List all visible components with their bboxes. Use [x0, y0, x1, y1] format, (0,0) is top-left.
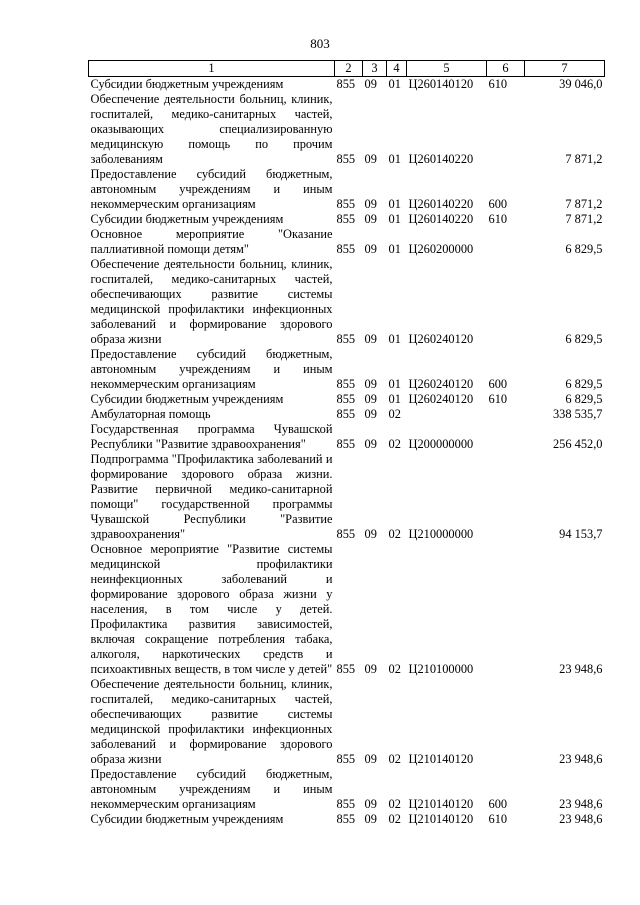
row-gr-code: 855: [336, 407, 356, 421]
row-section-code: 09: [364, 797, 377, 811]
header-col-5: 5: [407, 61, 487, 77]
row-gr-code: 855: [336, 752, 356, 766]
row-sum: 6 829,5: [565, 377, 603, 391]
row-sum: 23 948,6: [559, 797, 603, 811]
row-gr-code: 855: [336, 197, 356, 211]
row-name: Обеспечение деятельности больниц, клиник, госпиталей, медико-санитарных частей, обеспечивающих развитие системы медицинской профилактики инфекционных заболеваний и формирование здорового образа жизни: [90, 677, 333, 766]
header-row: [89, 61, 605, 77]
row-sum: 39 046,0: [559, 77, 603, 91]
table-row: [89, 677, 605, 767]
row-expense-type: 610: [488, 77, 508, 91]
row-name: Основное мероприятие "Развитие системы медицинской профилактики неинфекционных заболеваний и формирование здорового образа жизни у населения, в том числе у детей. Профилактика развития зависимостей, включая сокращение потребления табака, алкоголя, наркотических средств и психоактивных веществ, в том числе у детей": [90, 542, 333, 676]
row-subsection-code: 01: [388, 377, 401, 391]
row-target-code: Ц210000000: [408, 527, 474, 541]
row-gr-code: 855: [336, 332, 356, 346]
row-gr-code: 855: [336, 242, 356, 256]
row-target-code: Ц260240120: [408, 377, 474, 391]
row-expense-type: 600: [488, 197, 508, 211]
row-target-code: Ц260140120: [408, 77, 474, 91]
table-row: [89, 422, 605, 452]
table-row: [89, 407, 605, 422]
row-target-code: Ц210140120: [408, 812, 474, 826]
row-expense-type: [487, 542, 525, 677]
row-target-code: Ц210140120: [408, 752, 474, 766]
row-section-code: 09: [364, 152, 377, 166]
row-gr-code: 855: [336, 152, 356, 166]
row-section-code: 09: [364, 197, 377, 211]
row-target-code: Ц260140220: [408, 197, 474, 211]
row-expense-type: 610: [488, 212, 508, 226]
page-number: 803: [310, 36, 330, 51]
row-subsection-code: 02: [388, 662, 401, 676]
table-row: [89, 212, 605, 227]
row-name: Государственная программа Чувашской Республики "Развитие здравоохранения": [90, 422, 333, 451]
row-sum: 6 829,5: [565, 242, 603, 256]
row-section-code: 09: [364, 407, 377, 421]
row-expense-type: 600: [488, 377, 508, 391]
table-header: [89, 61, 605, 77]
row-section-code: 09: [364, 77, 377, 91]
row-section-code: 09: [364, 332, 377, 346]
row-sum: 23 948,6: [559, 662, 603, 676]
row-subsection-code: 01: [388, 197, 401, 211]
row-name: Подпрограмма "Профилактика заболеваний и формирование здорового образа жизни. Развитие первичной медико-санитарной помощи" государственной программы Чувашской Республики "Развитие здравоохранения": [90, 452, 333, 541]
row-subsection-code: 02: [388, 812, 401, 826]
row-name: Обеспечение деятельности больниц, клиник, госпиталей, медико-санитарных частей, обеспечивающих развитие системы медицинской профилактики инфекционных заболеваний и формирование здорового образа жизни: [90, 257, 333, 346]
row-name: Субсидии бюджетным учреждениям: [90, 77, 284, 91]
row-name: Субсидии бюджетным учреждениям: [90, 212, 284, 226]
table-row: [89, 92, 605, 167]
table-row: [89, 227, 605, 257]
row-target-code: Ц260240120: [408, 332, 474, 346]
row-subsection-code: 01: [388, 392, 401, 406]
table-row: [89, 452, 605, 542]
row-gr-code: 855: [336, 377, 356, 391]
row-gr-code: 855: [336, 212, 356, 226]
row-section-code: 09: [364, 527, 377, 541]
row-subsection-code: 01: [388, 77, 401, 91]
row-sum: 94 153,7: [559, 527, 603, 541]
row-section-code: 09: [364, 242, 377, 256]
row-sum: 6 829,5: [565, 332, 603, 346]
budget-table: [88, 60, 605, 827]
row-expense-type: [487, 257, 525, 347]
row-gr-code: 855: [336, 392, 356, 406]
table-row: [89, 257, 605, 347]
row-target-code: Ц260240120: [408, 392, 474, 406]
table-row: [89, 767, 605, 812]
row-gr-code: 855: [336, 812, 356, 826]
row-name: Субсидии бюджетным учреждениям: [90, 392, 284, 406]
row-subsection-code: 01: [388, 152, 401, 166]
row-name: Предоставление субсидий бюджетным, автономным учреждениям и иным некоммерческим организациям: [90, 767, 333, 811]
row-gr-code: 855: [336, 77, 356, 91]
row-section-code: 09: [364, 212, 377, 226]
row-name: Основное мероприятие "Оказание паллиативной помощи детям": [90, 227, 333, 256]
row-sum: 338 535,7: [552, 407, 603, 421]
row-subsection-code: 02: [388, 797, 401, 811]
row-subsection-code: 02: [388, 752, 401, 766]
row-sum: 7 871,2: [565, 197, 603, 211]
row-sum: 6 829,5: [565, 392, 603, 406]
table-row: [89, 542, 605, 677]
row-expense-type: 610: [488, 392, 508, 406]
row-target-code: Ц260140220: [408, 212, 474, 226]
header-col-4: 4: [387, 61, 407, 77]
row-name: Предоставление субсидий бюджетным, автономным учреждениям и иным некоммерческим организациям: [90, 167, 333, 211]
header-col-7: 7: [525, 61, 605, 77]
row-gr-code: 855: [336, 662, 356, 676]
row-expense-type: [487, 677, 525, 767]
row-section-code: 09: [364, 392, 377, 406]
row-expense-type: [487, 452, 525, 542]
row-target-code: Ц210140120: [408, 797, 474, 811]
row-target-code: Ц200000000: [408, 437, 474, 451]
row-sum: 23 948,6: [559, 812, 603, 826]
header-col-2: 2: [335, 61, 363, 77]
row-section-code: 09: [364, 437, 377, 451]
row-gr-code: 855: [336, 797, 356, 811]
row-target-code: [407, 407, 487, 422]
table-row: [89, 812, 605, 827]
table-row: [89, 77, 605, 93]
row-subsection-code: 01: [388, 242, 401, 256]
table-row: [89, 167, 605, 212]
row-section-code: 09: [364, 377, 377, 391]
row-expense-type: [487, 407, 525, 422]
row-subsection-code: 02: [388, 407, 401, 421]
row-subsection-code: 02: [388, 437, 401, 451]
header-col-6: 6: [487, 61, 525, 77]
table-body: [89, 77, 605, 828]
row-target-code: Ц260140220: [408, 152, 474, 166]
row-expense-type: [487, 92, 525, 167]
row-gr-code: 855: [336, 437, 356, 451]
table-row: [89, 347, 605, 392]
row-section-code: 09: [364, 812, 377, 826]
row-sum: 256 452,0: [552, 437, 603, 451]
row-subsection-code: 01: [388, 332, 401, 346]
row-name: Предоставление субсидий бюджетным, автономным учреждениям и иным некоммерческим организациям: [90, 347, 333, 391]
row-expense-type: 600: [488, 797, 508, 811]
row-name: Амбулаторная помощь: [90, 407, 211, 421]
row-expense-type: [487, 422, 525, 452]
row-subsection-code: 02: [388, 527, 401, 541]
row-sum: 7 871,2: [565, 212, 603, 226]
row-sum: 7 871,2: [565, 152, 603, 166]
header-col-3: 3: [363, 61, 387, 77]
row-sum: 23 948,6: [559, 752, 603, 766]
row-expense-type: 610: [488, 812, 508, 826]
row-section-code: 09: [364, 662, 377, 676]
header-col-1: 1: [89, 61, 335, 77]
table-row: [89, 392, 605, 407]
row-expense-type: [487, 227, 525, 257]
row-name: Субсидии бюджетным учреждениям: [90, 812, 284, 826]
row-gr-code: 855: [336, 527, 356, 541]
row-section-code: 09: [364, 752, 377, 766]
row-target-code: Ц210100000: [408, 662, 474, 676]
row-name: Обеспечение деятельности больниц, клиник, госпиталей, медико-санитарных частей, оказывающих специализированную медицинскую помощь по прочим заболеваниям: [90, 92, 333, 166]
row-subsection-code: 01: [388, 212, 401, 226]
row-target-code: Ц260200000: [408, 242, 474, 256]
